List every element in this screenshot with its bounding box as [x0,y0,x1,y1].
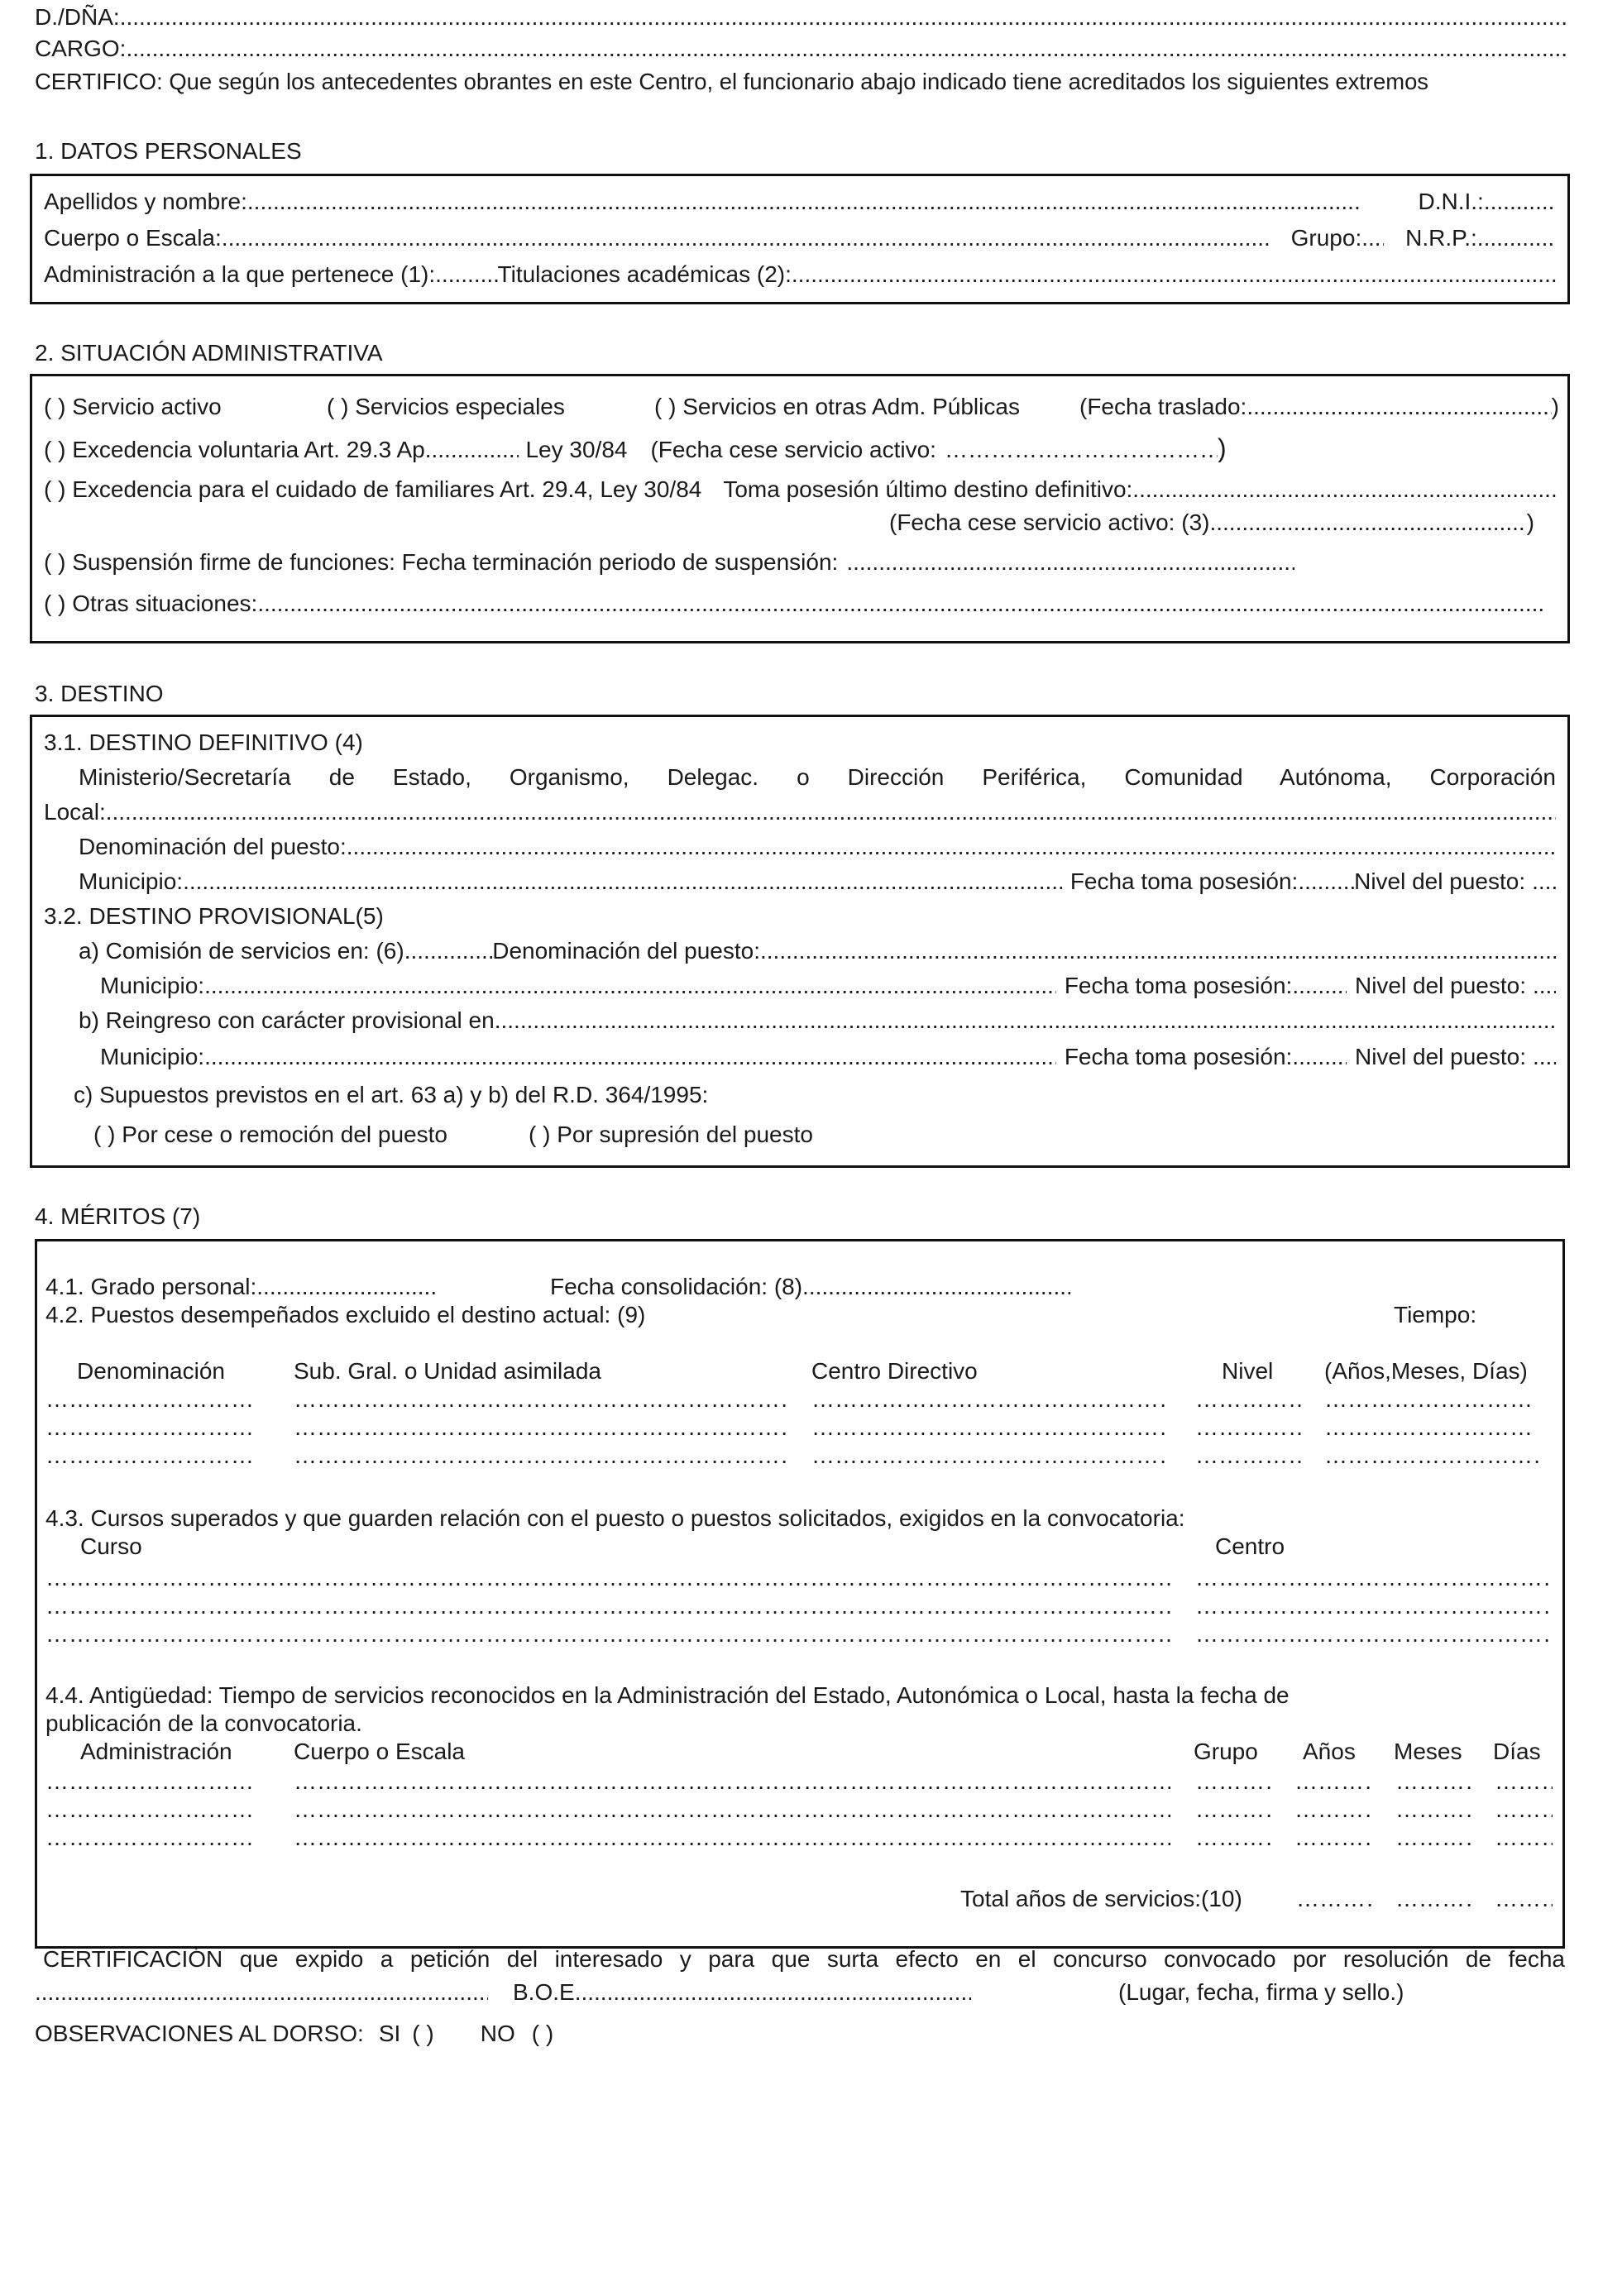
reingreso-municipio-label: Municipio: [100,1044,205,1069]
row-dias-field[interactable] [1495,1824,1553,1852]
puestos-row [45,1385,1559,1413]
comision-line [79,937,1556,965]
grado-label: 4.1. Grado personal: [45,1274,257,1299]
col-nivel: Nivel [1222,1358,1274,1384]
observaciones-line [35,2020,779,2048]
toma-posesion-field[interactable] [1132,476,1558,504]
reingreso-nivel-label: Nivel del puesto: [1354,1044,1526,1069]
total-dias-field[interactable] [1495,1885,1553,1913]
antiguedad-label-2: publicación de la convocatoria. [45,1710,362,1736]
row-curso-field[interactable] [45,1620,1170,1648]
fecha-cese3-line [889,509,1534,537]
col-cuerpo: Cuerpo o Escala [294,1739,466,1764]
antiguedad-row [45,1824,1559,1852]
row-anos-field[interactable] [1294,1796,1372,1824]
section-4-box [35,1239,1565,1949]
destino-provisional-title: 3.2. DESTINO PROVISIONAL(5) [44,903,384,929]
dna-field[interactable] [120,3,1567,31]
puestos-row [45,1413,1559,1442]
fecha-consolidacion-field[interactable] [802,1273,1070,1301]
col-curso: Curso [80,1533,142,1559]
row-anos-field[interactable] [1294,1767,1372,1796]
servicio-activo-option[interactable]: ( ) Servicio activo [44,394,222,419]
certificacion-text: CERTIFICACIÓN que expido a petición del interesado y para que surta efecto en el concurso convocado por resolución de fecha [43,1946,1565,1972]
row-subgral-field[interactable] [294,1385,790,1413]
def-denominacion-field[interactable] [347,833,1556,861]
cursos-label: 4.3. Cursos superados y que guarden relación con el puesto o puestos solicitados, exigidos en la convocatoria: [45,1505,1185,1531]
row-admin-field[interactable] [45,1767,252,1796]
fecha-cese3-close: ) [1526,509,1534,535]
reingreso-line [79,1007,1556,1035]
apellidos-label: Apellidos y nombre: [44,189,247,214]
cuerpo-label: Cuerpo o Escala: [44,225,222,251]
row-curso-field[interactable] [45,1564,1170,1592]
cursos-row [45,1592,1559,1620]
local-label: Local: [44,799,106,825]
def-municipio-field[interactable] [183,868,1062,896]
row-dias-field[interactable] [1495,1796,1553,1824]
comision-municipio-line [100,972,1556,1000]
titulaciones-label: Titulaciones académicas (2): [497,261,792,287]
excedencia-voluntaria-line [44,434,1334,462]
fecha-cese-field[interactable] [945,436,1218,462]
section-2-box [30,374,1570,643]
def-nivel-field[interactable] [1532,868,1556,896]
total-meses-field[interactable] [1395,1885,1473,1913]
toma-posesion-label: Toma posesión último destino definitivo: [723,476,1133,502]
local-field[interactable] [106,798,1556,826]
nrp-label: N.R.P.: [1405,225,1477,251]
grupo-field[interactable] [1361,224,1384,252]
row-cuerpo-field[interactable] [294,1824,1170,1852]
row-meses-field[interactable] [1395,1796,1473,1824]
ministerio-text: Ministerio/Secretaría de Estado, Organismo, Delegac. o Dirección Periférica, Comunidad Autónoma, Corporación [79,764,1556,790]
row-tiempo-field[interactable] [1324,1442,1541,1470]
row-dias-field[interactable] [1495,1767,1553,1796]
row-anos-field[interactable] [1294,1824,1372,1852]
cursos-row [45,1620,1559,1648]
comision-fecha-toma-field[interactable] [1292,972,1347,1000]
section-2-title: 2. SITUACIÓN ADMINISTRATIVA [35,340,383,366]
observaciones-label: OBSERVACIONES AL DORSO: [35,2021,364,2046]
resolucion-fecha-field[interactable] [35,1978,488,2007]
comision-nivel-label: Nivel del puesto: [1354,973,1526,998]
apellidos-field[interactable] [247,188,1361,216]
fecha-consolidacion-line [550,1273,1146,1301]
def-nivel-label: Nivel del puesto: [1354,868,1526,894]
lugar-fecha-text: (Lugar, fecha, firma y sello.) [1118,1979,1404,2005]
fecha-consolidacion-label: Fecha consolidación: (8) [550,1274,803,1299]
reingreso-municipio-line [100,1043,1556,1071]
section-4-title: 4. MÉRITOS (7) [35,1203,201,1229]
def-denominacion-line [79,833,1556,861]
row-centro-field[interactable] [1195,1592,1551,1620]
row-cuerpo-field[interactable] [294,1796,1170,1824]
col-grupo: Grupo [1194,1739,1258,1764]
servicios-especiales-option[interactable]: ( ) Servicios especiales [327,394,565,419]
row-subgral-field[interactable] [294,1442,790,1470]
dni-label: D.N.I.: [1418,189,1484,214]
def-fecha-toma-field[interactable] [1298,868,1354,896]
row-centro-field[interactable] [811,1385,1167,1413]
comision-label: a) Comisión de servicios en: (6) [79,938,404,964]
reingreso-nivel-field[interactable] [1533,1043,1556,1071]
excedencia-cuidado-line [44,476,1558,504]
row-subgral-field[interactable] [294,1413,790,1442]
row-curso-field[interactable] [45,1592,1170,1620]
puestos-row [45,1442,1559,1470]
col-subgral: Sub. Gral. o Unidad asimilada [294,1358,601,1384]
suspension-line [44,548,1294,576]
excedencia-voluntaria-option[interactable]: ( ) Excedencia voluntaria Art. 29.3 Ap. [44,437,432,462]
col-centro: Centro [1215,1533,1285,1559]
col-administracion: Administración [80,1739,232,1764]
def-fecha-toma-label: Fecha toma posesión: [1069,868,1299,894]
cargo-field[interactable] [126,35,1567,63]
otras-situaciones-option[interactable]: ( ) Otras situaciones: [44,591,258,616]
certifico-text: CERTIFICO: Que según los antecedentes obrantes en este Centro, el funcionario abajo indicado tiene acreditados los siguientes extremos [35,69,1428,94]
row-admin-field[interactable] [45,1824,252,1852]
row-meses-field[interactable] [1395,1824,1473,1852]
local-line [44,798,1556,826]
fecha-cese3-label: (Fecha cese servicio activo: (3) [889,509,1210,535]
row-nivel-field[interactable] [1195,1413,1303,1442]
dni-field[interactable] [1484,188,1556,216]
row-centro-field[interactable] [811,1413,1167,1442]
supresion-option[interactable]: ( ) Por supresión del puesto [529,1122,813,1147]
col-amd: (Años,Meses, Días) [1324,1358,1528,1384]
destino-definitivo-title: 3.1. DESTINO DEFINITIVO (4) [44,729,363,755]
administracion-line [44,261,1556,289]
titulaciones-field[interactable] [792,261,1556,289]
nrp-field[interactable] [1477,224,1556,252]
col-dias: Días [1493,1739,1541,1764]
no-checkbox[interactable]: ( ) [531,2021,554,2046]
cuerpo-line [44,224,1556,252]
col-denominacion: Denominación [77,1358,225,1384]
row-admin-field[interactable] [45,1796,252,1824]
boe-label: B.O.E. [513,1979,581,2005]
fecha-traslado-label: (Fecha traslado: [1079,394,1247,419]
puestos-label: 4.2. Puestos desempeñados excluido el destino actual: (9) [45,1302,646,1327]
col-centro-directivo: Centro Directivo [811,1358,978,1384]
grupo-label: Grupo: [1290,225,1362,251]
def-municipio-line [79,868,1556,896]
excedencia-cuidado-option[interactable]: ( ) Excedencia para el cuidado de familiares Art. 29.4, Ley 30/84 [44,476,702,502]
comision-denominacion-label: Denominación del puesto: [492,938,760,964]
row-grupo-field[interactable] [1195,1767,1273,1796]
cese-option[interactable]: ( ) Por cese o remoción del puesto [93,1122,447,1147]
row-nivel-field[interactable] [1195,1385,1303,1413]
reingreso-fecha-toma-field[interactable] [1292,1043,1347,1071]
total-anos-field[interactable] [1296,1885,1374,1913]
def-denominacion-label: Denominación del puesto: [79,834,347,859]
section-1-title: 1. DATOS PERSONALES [35,138,302,164]
ley-label: Ley 30/84 [525,437,628,462]
comision-field[interactable] [404,937,493,965]
cuerpo-field[interactable] [222,224,1270,252]
fecha-traslado-field[interactable] [1247,393,1551,421]
otras-adm-option[interactable]: ( ) Servicios en otras Adm. Públicas [654,394,1020,419]
antiguedad-label-1: 4.4. Antigüedad: Tiempo de servicios reconocidos en la Administración del Estado, Autonómica o Local, hasta la fecha de [45,1682,1290,1708]
row-denominacion-field[interactable] [45,1442,252,1470]
row-centro-field[interactable] [811,1442,1167,1470]
row-meses-field[interactable] [1395,1767,1473,1796]
fecha-traslado-close: ) [1551,394,1559,419]
reingreso-municipio-field[interactable] [204,1043,1056,1071]
row-cuerpo-field[interactable] [294,1767,1170,1796]
comision-municipio-field[interactable] [204,972,1056,1000]
reingreso-fecha-toma-label: Fecha toma posesión: [1064,1044,1293,1069]
cargo-line [35,35,1567,63]
fecha-cese3-field[interactable] [1209,509,1526,537]
si-label: SI [378,2021,401,2046]
dna-line [35,3,1567,31]
row-grupo-field[interactable] [1195,1824,1273,1852]
apartado-field[interactable] [431,436,519,462]
administracion-label: Administración a la que pertenece (1): [44,261,436,287]
antiguedad-row [45,1796,1559,1824]
cursos-row [45,1564,1559,1592]
otras-situaciones-field[interactable] [257,590,1543,618]
row-grupo-field[interactable] [1195,1796,1273,1824]
col-meses: Meses [1394,1739,1462,1764]
comision-denominacion-field[interactable] [760,937,1556,965]
section-3-box [30,715,1570,1168]
section-3-title: 3. DESTINO [35,681,164,706]
reingreso-field[interactable] [495,1007,1556,1035]
otras-situaciones-line [44,590,1543,618]
fecha-cese-label: (Fecha cese servicio activo: [650,437,936,462]
section-1-box [30,174,1570,304]
row-centro-field[interactable] [1195,1620,1551,1648]
supuestos-label: c) Supuestos previstos en el art. 63 a) y b) del R.D. 364/1995: [74,1082,709,1107]
boe-field[interactable] [581,1978,971,2007]
cargo-label: CARGO: [35,36,127,61]
suspension-option[interactable]: ( ) Suspensión firme de funciones: Fecha terminación periodo de suspensión: [44,549,839,575]
def-municipio-label: Municipio: [79,868,184,894]
comision-fecha-toma-label: Fecha toma posesión: [1064,973,1293,998]
si-checkbox[interactable]: ( ) [412,2021,434,2046]
comision-nivel-field[interactable] [1533,972,1556,1000]
row-nivel-field[interactable] [1195,1442,1303,1470]
no-label: NO [480,2021,515,2046]
row-tiempo-field[interactable] [1324,1385,1531,1413]
grado-line [45,1273,542,1301]
row-centro-field[interactable] [1195,1564,1551,1592]
dna-label: D./DÑA: [35,4,120,30]
suspension-field[interactable] [846,548,1294,576]
col-anos: Años [1303,1739,1356,1764]
comision-municipio-label: Municipio: [100,973,205,998]
antiguedad-row [45,1767,1559,1796]
row-tiempo-field[interactable] [1324,1413,1531,1442]
fecha-cese-close: ) [1217,434,1227,462]
row-denominacion-field[interactable] [45,1385,252,1413]
administracion-field[interactable] [435,261,497,289]
tiempo-label: Tiempo: [1394,1302,1477,1327]
apellidos-line [44,188,1556,216]
row-denominacion-field[interactable] [45,1413,252,1442]
grado-field[interactable] [256,1273,437,1301]
fecha-traslado-line [1079,393,1559,421]
reingreso-label: b) Reingreso con carácter provisional en [79,1007,495,1033]
total-label: Total años de servicios:(10) [960,1886,1242,1911]
